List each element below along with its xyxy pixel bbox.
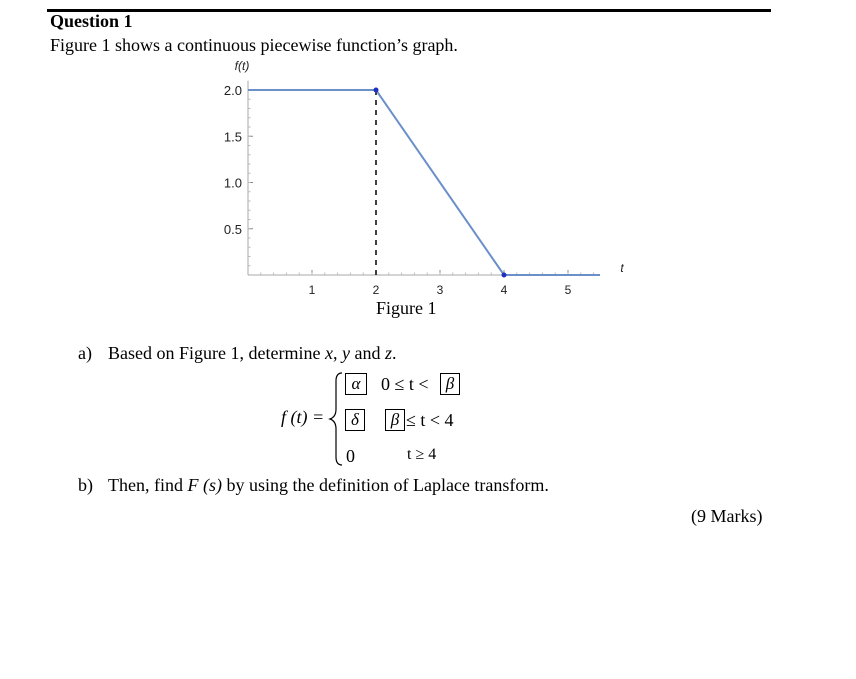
part-b-prefix: Then, find [108, 475, 188, 495]
laplace-func: F (s) [187, 475, 222, 495]
part-a-text [108, 343, 396, 364]
y-tick-label: 1.5 [223, 129, 242, 145]
box-beta-2: β [385, 409, 405, 431]
y-tick-label: 1.0 [223, 175, 242, 191]
figure-caption: Figure 1 [376, 298, 437, 318]
marked-point [502, 273, 507, 278]
x-axis-label: t [620, 261, 624, 275]
part-b-label: b) [78, 475, 93, 495]
row2-condition: ≤ t < 4 [406, 410, 454, 430]
x-tick-label: 4 [500, 283, 508, 297]
part-a-prefix: Based on Figure 1, determine [108, 343, 325, 363]
row1-condition: 0 ≤ t < [381, 374, 429, 394]
piecewise-lhs: f (t) = [281, 407, 325, 427]
part-b-text [108, 475, 549, 496]
var-x: x [324, 343, 333, 363]
chart-axes [224, 59, 624, 297]
var-z: z [384, 343, 392, 363]
series-line [248, 90, 600, 275]
left-brace [328, 371, 344, 467]
x-tick-label: 1 [308, 283, 316, 297]
part-b-suffix: by using the definition of Laplace transform. [221, 475, 549, 495]
y-tick-label: 0.5 [223, 221, 242, 237]
marked-point [374, 88, 379, 93]
sep: , [332, 343, 342, 363]
row3-condition: t ≥ 4 [407, 446, 437, 463]
y-tick-label: 2.0 [223, 83, 242, 98]
row3-value: 0 [346, 446, 355, 466]
part-a-label: a) [78, 343, 92, 363]
question-intro: Figure 1 shows a continuous piecewise function’s graph. [50, 35, 458, 55]
var-y: y [341, 343, 350, 363]
figure-1-chart [0, 0, 856, 330]
box-beta-1: β [440, 373, 460, 395]
y-axis-label: f(t) [234, 59, 250, 73]
marks-label: (9 Marks) [691, 506, 763, 526]
x-tick-label: 3 [436, 283, 444, 297]
box-delta: δ [345, 409, 365, 431]
period: . [391, 343, 397, 363]
and-word: and [349, 343, 385, 363]
x-tick-label: 5 [564, 283, 572, 297]
x-tick-label: 2 [372, 283, 380, 297]
box-alpha: α [345, 373, 367, 395]
chart-plot [248, 88, 600, 278]
question-title: Question 1 [50, 11, 133, 31]
